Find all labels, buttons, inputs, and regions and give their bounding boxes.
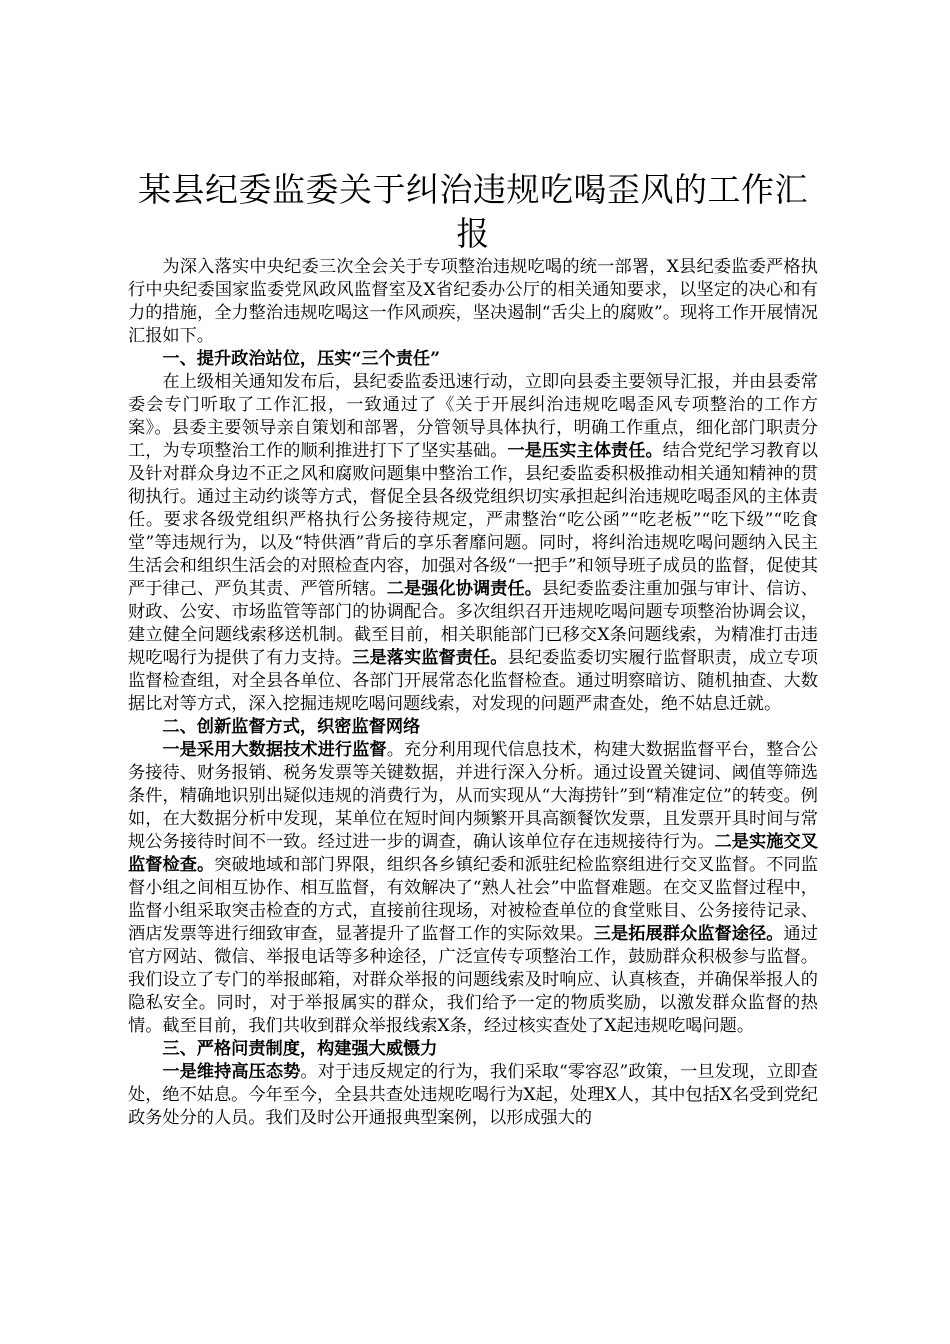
section-1-point-1-title: 一是压实主体责任。	[507, 441, 663, 461]
section-1-point-3-text: 县纪委监委切实履行监督职责，成立专项监督检查组，对全县各单位、各部门开展常态化监督检查。通过明察暗访、随机抽查、大数据比对等方式，深入挖掘违规吃喝问题线索，对发现的问题严肃查处，绝不姑息迁就。	[128, 648, 818, 714]
section-1-lead: 在上级相关通知发布后，县纪委监委迅速行动，立即向县委主要领导汇报，并由县委常委会专门听取了工作汇报，一致通过了《关于开展纠治违规吃喝歪风专项整治的工作方案》。县委主要领导亲自策划和部署，分管领导具体执行，明确工作重点，细化部门职责分工，为专项整治工作的顺利推进打下了坚实基础。	[128, 372, 818, 461]
section-3-point-1-text: 。对于违反规定的行为，我们采取“零容忍”政策，一旦发现，立即查处，绝不姑息。今年至今，全县共查处违规吃喝行为X起，处理X人，其中包括X名受到党纪政务处分的人员。我们及时公开通报典型案例，以形成强大的	[128, 1062, 818, 1128]
section-2-point-1-title: 一是采用大数据技术进行监督	[162, 740, 387, 760]
section-2-point-3-title: 三是拓展群众监督途径。	[593, 924, 784, 944]
intro-paragraph: 为深入落实中央纪委三次全会关于专项整治违规吃喝的统一部署，X县纪委监委严格执行中央纪委国家监委党风政风监督室及X省纪委办公厅的相关通知要求，以坚定的决心和有力的措施，全力整治违规吃喝这一作风顽疾，坚决遏制“舌尖上的腐败”。现将工作开展情况汇报如下。	[128, 257, 818, 346]
section-2-point-1-text: 。充分利用现代信息技术，构建大数据监督平台，整合公务接待、财务报销、税务发票等关键数据，并进行深入分析。通过设置关键词、阈值等筛选条件，精确地识别出疑似违规的消费行为，从而实现从“大海捞针”到“精准定位”的转变。例如，在大数据分析中发现，某单位在短时间内频繁开具高额餐饮发票，且发票开具时间与常规公务接待时间不一致。经过进一步的调查，确认该单位存在违规接待行为。	[128, 740, 818, 852]
section-2-point-3-text: 通过官方网站、微信、举报电话等多种途径，广泛宣传专项整治工作，鼓励群众积极参与监督。我们设立了专门的举报邮箱，对群众举报的问题线索及时响应、认真核查，并确保举报人的隐私安全。同时，对于举报属实的群众，我们给予一定的物质奖励，以激发群众监督的热情。截至目前，我们共收到群众举报线索X条，经过核实查处了X起违规吃喝问题。	[128, 924, 818, 1036]
section-2-point-2-title: 二是实施交叉监督检查。	[128, 832, 818, 875]
section-1-point-2-title: 二是强化协调责任。	[386, 579, 543, 599]
document-page	[128, 168, 818, 1130]
section-2-heading: 二、创新监督方式，织密监督网络	[162, 717, 421, 737]
document-title: 某县纪委监委关于纠治违规吃喝歪风的工作汇报	[138, 170, 808, 253]
section-3-point-1-title: 一是维持高压态势	[162, 1062, 301, 1082]
section-1-paragraph	[128, 371, 818, 716]
section-1-point-2-text: 县纪委监委注重加强与审计、信访、财政、公安、市场监管等部门的协调配合。多次组织召开违规吃喝问题专项整治协调会议，建立健全问题线索移送机制。截至目前，相关职能部门已移交X条问题线索，为精准打击违规吃喝行为提供了有力支持。	[128, 579, 818, 668]
section-2-paragraph	[128, 739, 818, 1038]
section-1-point-1-text: 结合党纪学习教育以及针对群众身边不正之风和腐败问题集中整治工作，县纪委监委积极推动相关通知精神的贯彻执行。通过主动约谈等方式，督促全县各级党组织切实承担起纠治违规吃喝歪风的主体责任。要求各级党组织严格执行公务接待规定，严肃整治“吃公函”“吃老板”“吃下级”“吃食堂”等违规行为，以及“特供酒”背后的享乐奢靡问题。同时，将纠治违规吃喝问题纳入民主生活会和组织生活会的对照检查内容，加强对各级“一把手”和领导班子成员的监督，促使其严于律己、严负其责、严管所辖。	[128, 441, 818, 599]
section-1-heading: 一、提升政治站位，压实“三个责任”	[162, 349, 440, 369]
section-3-heading: 三、严格问责制度，构建强大威慑力	[162, 1039, 438, 1059]
section-1-point-3-title: 三是落实监督责任。	[352, 648, 508, 668]
section-3-paragraph	[128, 1061, 818, 1130]
section-2-point-2-text: 突破地域和部门界限，组织各乡镇纪委和派驻纪检监察组进行交叉监督。不同监督小组之间相互协作、相互监督，有效解决了“熟人社会”中监督难题。在交叉监督过程中，监督小组采取突击检查的方式，直接前往现场，对被检查单位的食堂账目、公务接待记录、酒店发票等进行细致审查，显著提升了监督工作的实际效果。	[128, 855, 818, 944]
